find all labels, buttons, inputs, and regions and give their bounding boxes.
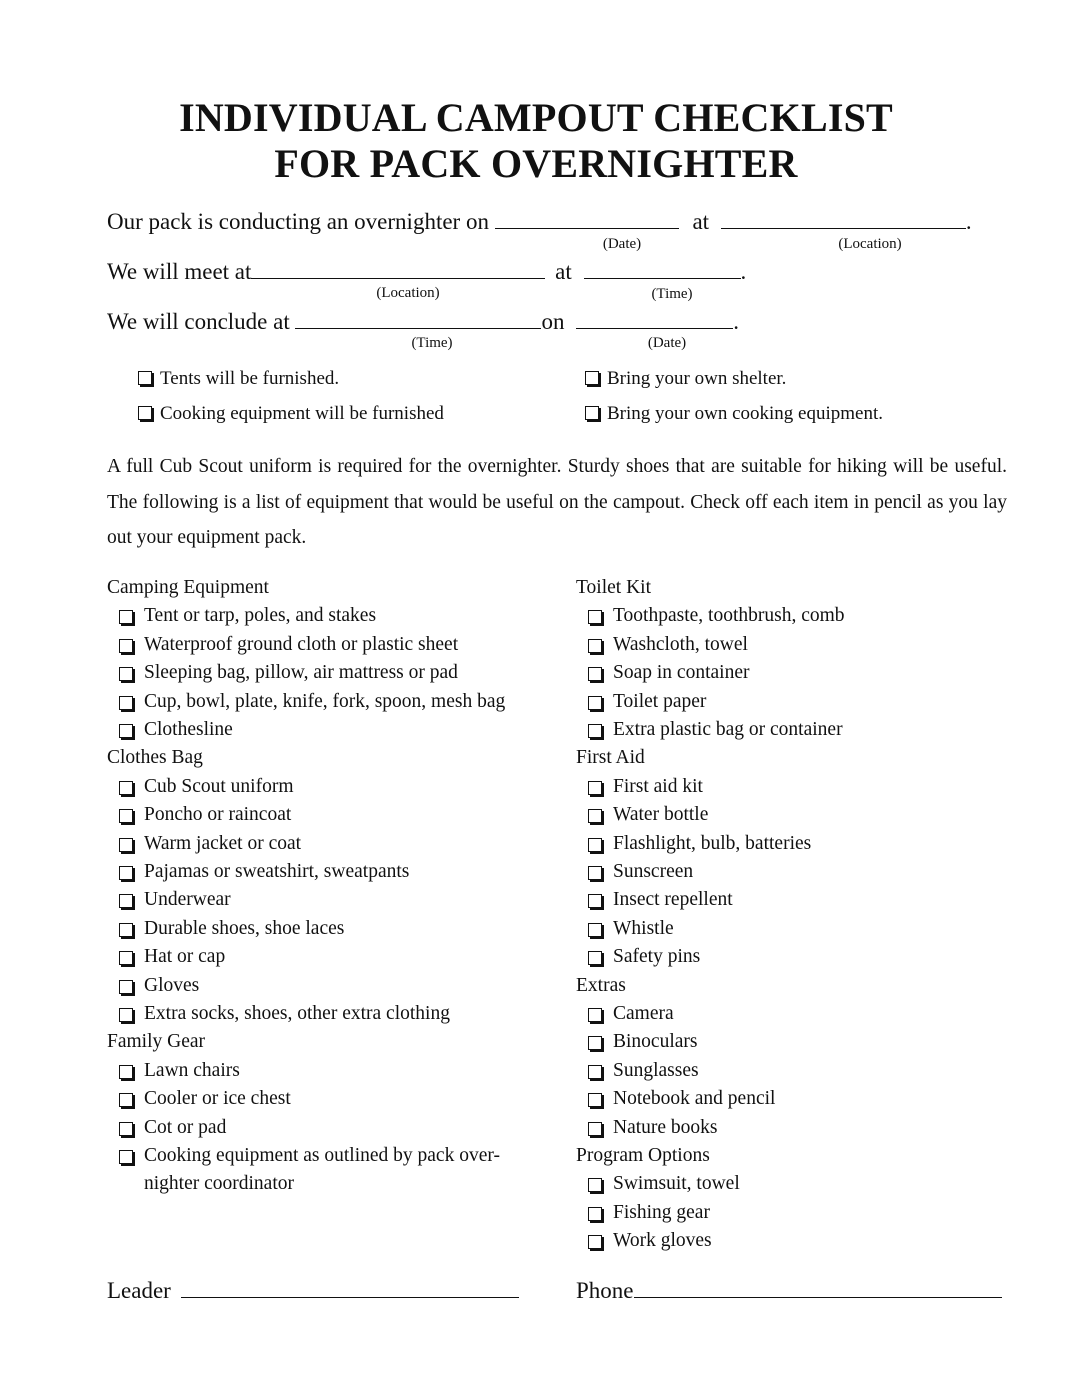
location-blank[interactable] xyxy=(721,208,966,229)
checklist-item-label: Cooler or ice chest xyxy=(144,1088,291,1110)
checklist-item-label: Water bottle xyxy=(613,804,709,826)
checklist-item[interactable] xyxy=(107,1142,547,1170)
checklist-item-label: Insect repellent xyxy=(613,889,733,911)
phone-blank[interactable] xyxy=(634,1277,1002,1298)
conclude-time-blank[interactable] xyxy=(295,308,541,329)
checklist-item[interactable] xyxy=(576,1085,1016,1113)
checklist-item-label: Cup, bowl, plate, knife, fork, spoon, mesh bag xyxy=(144,690,506,712)
leader-line xyxy=(107,1277,519,1305)
checklist-item[interactable] xyxy=(576,1227,1016,1255)
checklist-item[interactable] xyxy=(576,1114,1016,1142)
checklist-item[interactable] xyxy=(107,1057,547,1085)
date-blank[interactable] xyxy=(495,208,679,229)
meet-time-blank[interactable] xyxy=(584,258,741,279)
checklist-item-label: Poncho or raincoat xyxy=(144,804,292,826)
option-label: Bring your own shelter. xyxy=(607,368,787,389)
checklist-item[interactable] xyxy=(107,773,547,801)
checklist-item-label: Waterproof ground cloth or plastic sheet xyxy=(144,633,459,655)
at-word: at xyxy=(692,209,710,234)
option-label: Cooking equipment will be furnished xyxy=(160,403,444,424)
checklist-item[interactable] xyxy=(107,659,547,687)
checklist-item[interactable] xyxy=(576,943,1016,971)
checklist-item-label: Nature books xyxy=(613,1116,718,1138)
checkbox-icon[interactable] xyxy=(119,639,133,653)
option-own-shelter[interactable] xyxy=(585,367,786,391)
checklist-item-label: nighter coordinator xyxy=(144,1173,294,1195)
checklist-item-label: Fishing gear xyxy=(613,1201,710,1223)
overnighter-date-line xyxy=(107,208,972,236)
checklist-item-label: Work gloves xyxy=(613,1230,712,1252)
left-checklist-column xyxy=(107,574,547,1199)
checkbox-icon[interactable] xyxy=(588,1008,602,1022)
checklist-item-label: Flashlight, bulb, batteries xyxy=(613,832,812,854)
checklist-item[interactable] xyxy=(107,915,547,943)
checkbox-icon[interactable] xyxy=(588,951,602,965)
checklist-item[interactable] xyxy=(107,1000,547,1028)
option-label: Bring your own cooking equipment. xyxy=(607,403,883,424)
title-line-2: FOR PACK OVERNIGHTER xyxy=(274,141,798,186)
checklist-item-label: Washcloth, towel xyxy=(613,633,748,655)
checklist-item[interactable] xyxy=(576,1000,1016,1028)
checklist-item[interactable] xyxy=(107,631,547,659)
checkbox-icon[interactable] xyxy=(588,866,602,880)
checkbox-icon[interactable] xyxy=(138,406,152,420)
period: . xyxy=(965,209,972,234)
title-line-1: INDIVIDUAL CAMPOUT CHECKLIST xyxy=(179,95,893,140)
phone-label: Phone xyxy=(576,1278,634,1303)
option-tents-furnished[interactable] xyxy=(138,367,339,391)
checkbox-icon[interactable] xyxy=(119,923,133,937)
section-heading-camping-equipment: Camping Equipment xyxy=(107,577,269,598)
checklist-item[interactable] xyxy=(576,773,1016,801)
meet-location-blank[interactable] xyxy=(251,258,545,279)
overnighter-prefix: Our pack is conducting an overnighter on xyxy=(107,209,489,234)
checkbox-icon[interactable] xyxy=(588,894,602,908)
checkbox-icon[interactable] xyxy=(588,1235,602,1249)
checkbox-icon[interactable] xyxy=(138,371,152,385)
checkbox-icon[interactable] xyxy=(585,371,599,385)
checklist-item-label: Durable shoes, shoe laces xyxy=(144,917,345,939)
checkbox-icon[interactable] xyxy=(119,696,133,710)
checklist-item[interactable] xyxy=(107,972,547,1000)
checklist-item[interactable] xyxy=(107,1085,547,1113)
checkbox-icon[interactable] xyxy=(119,610,133,624)
checklist-item-label: Soap in container xyxy=(613,662,750,684)
checklist-item[interactable] xyxy=(576,1170,1016,1198)
checkbox-icon[interactable] xyxy=(119,1065,133,1079)
checkbox-icon[interactable] xyxy=(119,894,133,908)
right-checklist-column xyxy=(576,574,1016,1256)
checkbox-icon[interactable] xyxy=(588,639,602,653)
checklist-item[interactable] xyxy=(107,830,547,858)
checkbox-icon[interactable] xyxy=(588,1065,602,1079)
checklist-item-label: Toilet paper xyxy=(613,690,707,712)
at-word-2: at xyxy=(555,259,572,284)
checklist-item[interactable] xyxy=(107,801,547,829)
checklist-item-label: Safety pins xyxy=(613,946,701,968)
checklist-item-label: Underwear xyxy=(144,889,231,911)
intro-paragraph: A full Cub Scout uniform is required for the overnighter. Sturdy shoes that are suitable for hiking will be useful. The following is a list of equipment that would be useful on the campout. Check off each item in pencil as you lay out your equipment pack. xyxy=(107,456,1007,548)
checklist-item[interactable] xyxy=(576,858,1016,886)
period-2: . xyxy=(740,259,747,284)
checklist-item-label: Tent or tarp, poles, and stakes xyxy=(144,605,377,627)
checkbox-icon[interactable] xyxy=(119,1093,133,1107)
checklist-item[interactable] xyxy=(107,1114,547,1142)
section-heading-toilet-kit: Toilet Kit xyxy=(576,577,652,598)
checklist-item-label: Binoculars xyxy=(613,1031,698,1053)
section-heading-extras: Extras xyxy=(576,974,626,996)
checkbox-icon[interactable] xyxy=(588,781,602,795)
checkbox-icon[interactable] xyxy=(119,809,133,823)
conclude-date-caption: (Date) xyxy=(647,335,687,351)
checklist-item-label: Sleeping bag, pillow, air mattress or pad xyxy=(144,662,458,684)
meet-line xyxy=(107,258,746,286)
checklist-item[interactable] xyxy=(576,659,1016,687)
leader-blank[interactable] xyxy=(181,1277,519,1298)
checkbox-icon[interactable] xyxy=(119,1150,133,1164)
checkbox-icon[interactable] xyxy=(588,667,602,681)
on-word: on xyxy=(541,309,565,334)
checklist-item-label: Hat or cap xyxy=(144,946,226,968)
checklist-item-label: Sunglasses xyxy=(613,1059,699,1081)
checklist-item[interactable] xyxy=(107,716,547,744)
checklist-item-label: Sunscreen xyxy=(613,861,694,883)
checklist-item[interactable] xyxy=(107,688,547,716)
checklist-item-label: First aid kit xyxy=(613,775,703,797)
checkbox-icon[interactable] xyxy=(588,724,602,738)
conclude-line xyxy=(107,308,739,336)
checkbox-icon[interactable] xyxy=(119,724,133,738)
period-3: . xyxy=(733,309,739,334)
checklist-item[interactable] xyxy=(576,631,1016,659)
checklist-item[interactable] xyxy=(576,602,1016,630)
location-caption: (Location) xyxy=(838,236,902,252)
checklist-item[interactable] xyxy=(576,1028,1016,1056)
checklist-item[interactable] xyxy=(107,858,547,886)
option-cooking-furnished[interactable] xyxy=(138,402,444,426)
section-heading-family-gear: Family Gear xyxy=(107,1031,206,1053)
section-heading-first-aid: First Aid xyxy=(576,747,645,769)
checkbox-icon[interactable] xyxy=(588,1178,602,1192)
conclude-prefix: We will conclude at xyxy=(107,309,290,334)
checkbox-icon[interactable] xyxy=(119,1122,133,1136)
checkbox-icon[interactable] xyxy=(588,1122,602,1136)
checklist-item-label: Swimsuit, towel xyxy=(613,1173,740,1195)
checklist-item[interactable] xyxy=(576,1199,1016,1227)
date-caption: (Date) xyxy=(602,236,642,252)
checklist-item-label: Gloves xyxy=(144,974,200,996)
meet-prefix: We will meet at xyxy=(107,259,252,284)
checklist-item[interactable] xyxy=(576,915,1016,943)
checklist-item[interactable] xyxy=(576,801,1016,829)
checklist-item[interactable] xyxy=(107,886,547,914)
checklist-item-continuation xyxy=(107,1170,547,1198)
checklist-item-label: Toothpaste, toothbrush, comb xyxy=(613,605,845,627)
checklist-item-label: Pajamas or sweatshirt, sweatpants xyxy=(144,861,410,883)
checklist-item[interactable] xyxy=(576,1057,1016,1085)
checkbox-icon[interactable] xyxy=(119,781,133,795)
checkbox-icon[interactable] xyxy=(588,1093,602,1107)
checkbox-icon[interactable] xyxy=(588,838,602,852)
checklist-item-label: Lawn chairs xyxy=(144,1059,240,1081)
checklist-item-label: Extra plastic bag or container xyxy=(613,719,843,741)
checkbox-icon[interactable] xyxy=(119,980,133,994)
option-label: Tents will be furnished. xyxy=(160,368,340,389)
checklist-item[interactable] xyxy=(576,886,1016,914)
checklist-item[interactable] xyxy=(107,943,547,971)
checkbox-icon[interactable] xyxy=(588,696,602,710)
checklist-item-label: Whistle xyxy=(613,917,674,939)
checklist-item[interactable] xyxy=(576,716,1016,744)
checkbox-icon[interactable] xyxy=(119,866,133,880)
checklist-item[interactable] xyxy=(576,830,1016,858)
leader-label: Leader xyxy=(107,1278,171,1303)
checklist-item-label: Clothesline xyxy=(144,719,233,741)
checkbox-icon[interactable] xyxy=(119,667,133,681)
checklist-item-label: Notebook and pencil xyxy=(613,1088,776,1110)
checkbox-icon[interactable] xyxy=(588,1036,602,1050)
checklist-item-label: Extra socks, shoes, other extra clothing xyxy=(144,1003,450,1025)
checkbox-icon[interactable] xyxy=(588,809,602,823)
checklist-item[interactable] xyxy=(576,688,1016,716)
checklist-item-label: Cot or pad xyxy=(144,1116,227,1138)
checklist-item-label: Cub Scout uniform xyxy=(144,775,294,797)
checkbox-icon[interactable] xyxy=(585,406,599,420)
section-heading-program-options: Program Options xyxy=(576,1145,710,1167)
meet-time-caption: (Time) xyxy=(651,286,693,302)
checklist-item-label: Warm jacket or coat xyxy=(144,832,302,854)
checklist-item-label: Cooking equipment as outlined by pack over- xyxy=(144,1145,500,1167)
checklist-item-label: Camera xyxy=(613,1003,674,1025)
conclude-time-caption: (Time) xyxy=(411,335,453,351)
checkbox-icon[interactable] xyxy=(588,1207,602,1221)
checkbox-icon[interactable] xyxy=(119,838,133,852)
phone-line xyxy=(576,1277,1002,1305)
checkbox-icon[interactable] xyxy=(119,1008,133,1022)
checkbox-icon[interactable] xyxy=(119,951,133,965)
meet-location-caption: (Location) xyxy=(376,285,440,301)
section-heading-clothes-bag: Clothes Bag xyxy=(107,747,203,769)
checkbox-icon[interactable] xyxy=(588,923,602,937)
checkbox-icon[interactable] xyxy=(588,610,602,624)
conclude-date-blank[interactable] xyxy=(576,308,733,329)
checklist-item[interactable] xyxy=(107,602,547,630)
option-own-cooking[interactable] xyxy=(585,402,883,426)
